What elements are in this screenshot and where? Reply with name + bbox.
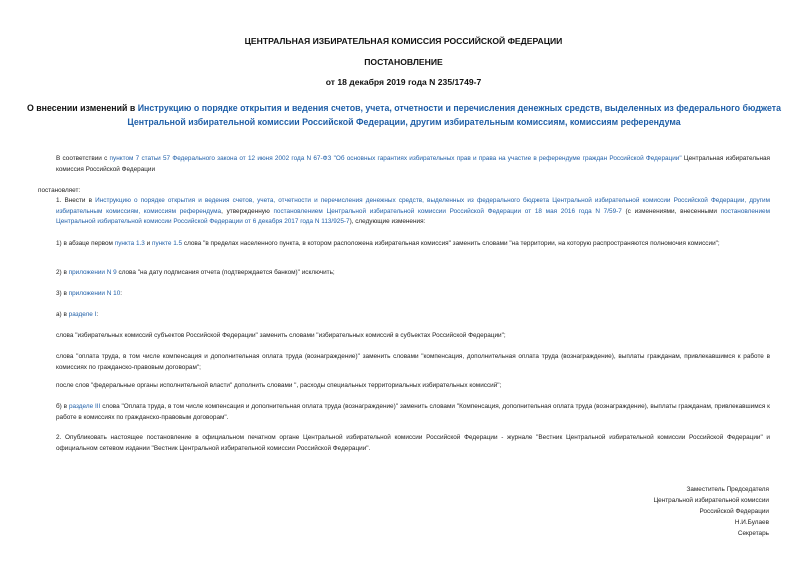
item-a xyxy=(38,310,770,321)
document-title xyxy=(24,101,784,129)
item-a-change-1 xyxy=(38,331,770,342)
item-b xyxy=(38,402,770,423)
p1-text-4: ), следующие изменения: xyxy=(349,218,426,225)
subparagraph-3 xyxy=(38,289,770,300)
issuing-organization: ЦЕНТРАЛЬНАЯ ИЗБИРАТЕЛЬНАЯ КОМИССИЯ РОССИЙСКОЙ ФЕДЕРАЦИИ xyxy=(244,36,563,46)
s2-text-1: 2) в xyxy=(56,269,69,276)
resolves-text: постановляет: xyxy=(38,187,81,194)
federal-law-link[interactable]: пунктом 7 статьи 57 Федерального закона от 12 июня 2002 года N 67-ФЗ "Об основных гарантиях избирательных прав и права на участие в референдуме граждан Российской Федерации" xyxy=(109,155,682,162)
sa-text-1: а) в xyxy=(56,311,69,318)
document-date-number: от 18 декабря 2019 года N 235/1749-7 xyxy=(325,77,482,87)
preamble-text-end: Центральная избирательная комиссия Российской Федерации xyxy=(56,155,770,173)
p1-text-2: , утвержденную xyxy=(221,207,274,215)
sb-text-2: слова "Оплата труда, в том числе компенсация и дополнительная оплата труда (вознаграждение)" заменить словами "Компенсация, дополнительная оплата труда (вознаграждение), выплаты гражданам, привлекавшимся к работе в комиссиях по гражданско-правовым договорам". xyxy=(56,403,770,421)
document-type: ПОСТАНОВЛЕНИЕ xyxy=(364,57,443,67)
resolution-2017-link[interactable]: постановлением Центральной избирательной комиссии Российской Федерации от 6 декабря 2017 года N 113/925-7 xyxy=(56,207,770,225)
s1-text-1: 1) в абзаце первом xyxy=(56,240,115,247)
appendix-10-link[interactable]: приложении N 10 xyxy=(68,290,121,297)
subparagraph-2 xyxy=(38,268,770,279)
preamble-paragraph xyxy=(38,154,770,175)
sa-text-2: : xyxy=(96,311,99,318)
appendix-9-link[interactable]: приложении N 9 xyxy=(68,269,117,276)
instruction-link[interactable]: Инструкцию о порядке открытия и ведения счетов, учета, отчетности и перечисления денежных средств, выделенных из федерального бюджета Центральной избирательной комиссии Российской Федерации, другим избирательным комиссиям, комиссиям референдума xyxy=(56,197,771,215)
signature-country: Российской Федерации xyxy=(699,508,769,515)
item-a-change-3 xyxy=(38,381,770,392)
signature-position: Заместитель Председателя xyxy=(686,486,769,493)
s3-text-2: : xyxy=(120,290,123,297)
s3-text-1: 3) в xyxy=(56,290,69,297)
section-1-link[interactable]: разделе I xyxy=(68,311,97,318)
preamble-text-start: В соответствии с xyxy=(56,155,110,162)
clause-1-3-link[interactable]: пункта 1.3 xyxy=(114,240,145,247)
resolution-2016-link[interactable]: постановлением Центральной избирательной комиссии Российской Федерации от 18 мая 2016 года N 7/59-7 xyxy=(273,207,622,215)
clause-1-5-link[interactable]: пункте 1.5 xyxy=(151,240,183,247)
p1-text-3: (с изменениями, внесенными xyxy=(621,207,721,215)
s1-text-3: слова "в пределах населенного пункта, в котором расположена избирательная комиссия" заменить словами "на территории, на которую распространяются полномочия комиссии"; xyxy=(182,240,720,247)
section-3-link[interactable]: разделе III xyxy=(68,403,101,410)
paragraph-1 xyxy=(38,196,770,228)
a3-text: после слов "федеральные органы исполнительной власти" дополнить словами ", расходы специальных территориальных избирательных комиссий"; xyxy=(56,382,502,389)
s2-text-2: слова "на дату подписания отчета (подтверждается банком)" исключить; xyxy=(116,269,335,276)
title-instruction-link[interactable]: Инструкцию о порядке открытия и ведения счетов, учета, отчетности и перечисления денежных средств, выделенных из федерального бюджета Центральной избирательной комиссии Российской Федерации, другим избирательным комиссиям, комиссиям референдума xyxy=(127,103,782,127)
a1-text: слова "избирательных комиссий субъектов Российской Федерации" заменить словами "избирательных комиссий в субъектах Российской Федерации"; xyxy=(56,332,506,339)
paragraph-2 xyxy=(38,433,770,454)
signature-secretary: Секретарь xyxy=(737,530,769,537)
signature-organization: Центральной избирательной комиссии xyxy=(653,497,769,504)
signature-block xyxy=(653,484,769,539)
subparagraph-1 xyxy=(38,239,770,250)
p2-text: 2. Опубликовать настоящее постановление в официальном печатном органе Центральной избирательной комиссии Российской Федерации - журнале "Вестник Центральной избирательной комиссии Российской Федерации" и официальном сетевом издании "Вестник Центральной избирательной комиссии Российской Федерации". xyxy=(56,434,770,452)
s1-text-2: и xyxy=(144,240,152,247)
sb-text-1: б) в xyxy=(56,403,69,410)
a2-text: слова "оплата труда, в том числе компенсация и дополнительная оплата труда (вознаграждение)" заменить словами "компенсация, дополнительная оплата труда (вознаграждение), выплаты гражданам, привлекавшимся к работе в комиссиях по гражданско-правовым договорам"; xyxy=(56,353,770,371)
signature-name: Н.И.Булаев xyxy=(734,519,769,526)
item-a-change-2 xyxy=(38,352,770,373)
title-prefix: О внесении изменений в xyxy=(26,103,138,113)
p1-text-1: 1. Внести в xyxy=(56,197,96,204)
